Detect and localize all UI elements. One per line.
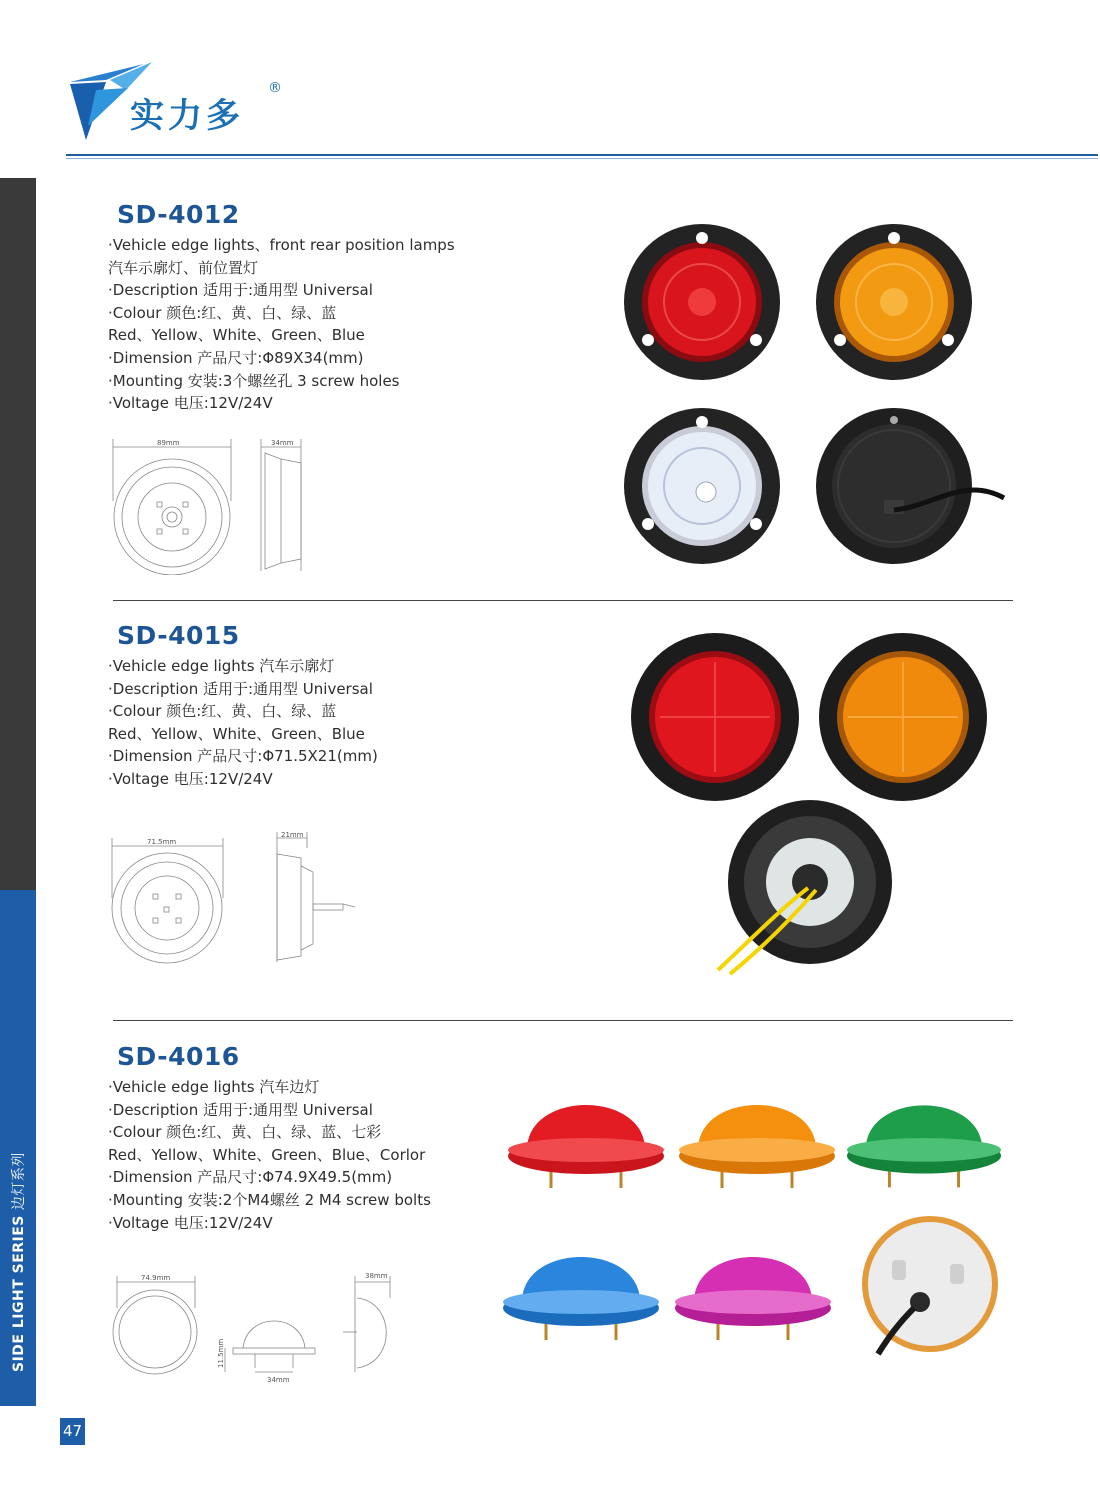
registered-mark: ® [268,80,282,96]
spec-line: ·Description 适用于:通用型 Universal [108,281,373,300]
spec-line: Red、Yellow、White、Green、Blue [108,724,365,743]
dimension-label: 38mm [365,1272,388,1280]
spec-line: ·Dimension 产品尺寸:Φ71.5X21(mm) [108,747,378,766]
spec-line: Red、Yellow、White、Green、Blue、Corlor [108,1145,426,1164]
spec-line: ·Voltage 电压:12V/24V [108,394,273,413]
spec-line: ·Description 适用于:通用型 Universal [108,1100,373,1119]
dimension-label: 21mm [281,831,304,839]
photo-sd-4012-amber [814,222,974,382]
spec-line: ·Voltage 电压:12V/24V [108,769,273,788]
photo-sd-4016-green [844,1080,1004,1192]
photo-sd-4016-magenta [672,1232,834,1344]
spec-line: ·Colour 颜色:红、黄、白、绿、蓝 [108,303,337,322]
header-rule-thin [66,158,1098,159]
dimension-label: 71.5mm [147,838,177,846]
spec-line: ·Colour 颜色:红、黄、白、绿、蓝 [108,702,337,721]
photo-sd-4012-red [622,222,782,382]
spec-line: ·Vehicle edge lights、front rear position lamps [108,236,455,254]
spec-line: 汽车示廓灯、前位置灯 [108,258,259,277]
product-title: SD-4012 [117,200,240,229]
photo-sd-4016-amber [676,1080,838,1192]
page-number: 47 [60,1418,85,1445]
dimension-label: 89mm [157,439,180,447]
dimension-drawing-sd-4016 [105,1268,405,1388]
spec-line: ·Dimension 产品尺寸:Φ74.9X49.5(mm) [108,1168,393,1187]
photo-sd-4015-amber [818,632,988,802]
spec-line: ·Description 适用于:通用型 Universal [108,679,373,698]
photo-sd-4016-red [505,1080,667,1192]
spec-line: ·Vehicle edge lights 汽车边灯 [108,1078,320,1096]
spec-list [108,1076,431,1234]
side-label-cn: 边灯系列 [11,1152,27,1211]
photo-sd-4012-back [814,406,1010,568]
dimension-label: 34mm [271,439,294,447]
photo-sd-4012-white [622,406,782,566]
dimension-drawing-sd-4015 [105,828,365,968]
spec-line: ·Dimension 产品尺寸:Φ89X34(mm) [108,348,364,367]
spec-line: ·Colour 颜色:红、黄、白、绿、蓝、七彩 [108,1123,382,1142]
section-divider [113,600,1013,601]
header-rule [66,154,1098,156]
product-title: SD-4016 [117,1042,240,1071]
spec-line: Red、Yellow、White、Green、Blue [108,326,365,345]
spec-list [108,655,378,791]
spec-line: ·Mounting 安装:3个螺丝孔 3 screw holes [108,371,400,390]
spec-line: ·Voltage 电压:12V/24V [108,1213,273,1232]
spec-line: ·Vehicle edge lights 汽车示廓灯 [108,657,335,675]
dimension-label: 74.9mm [141,1274,171,1282]
spec-line: ·Mounting 安装:2个M4螺丝 2 M4 screw bolts [108,1190,431,1209]
section-divider [113,1020,1013,1021]
photo-sd-4015-red [630,632,800,802]
photo-sd-4015-back [712,798,894,976]
photo-sd-4016-back [858,1214,1002,1362]
dimension-drawing-sd-4012 [105,435,315,575]
spec-list [108,234,455,415]
side-bar-dark [0,178,36,890]
dimension-label: 34mm [267,1376,290,1384]
brand-name: 实力多 [130,96,244,136]
side-series-label [8,1152,28,1372]
side-label-en: SIDE LIGHT SERIES [11,1215,27,1372]
photo-sd-4016-blue [500,1232,662,1344]
product-title: SD-4015 [117,621,240,650]
dimension-label: 11.5mm [217,1338,225,1368]
